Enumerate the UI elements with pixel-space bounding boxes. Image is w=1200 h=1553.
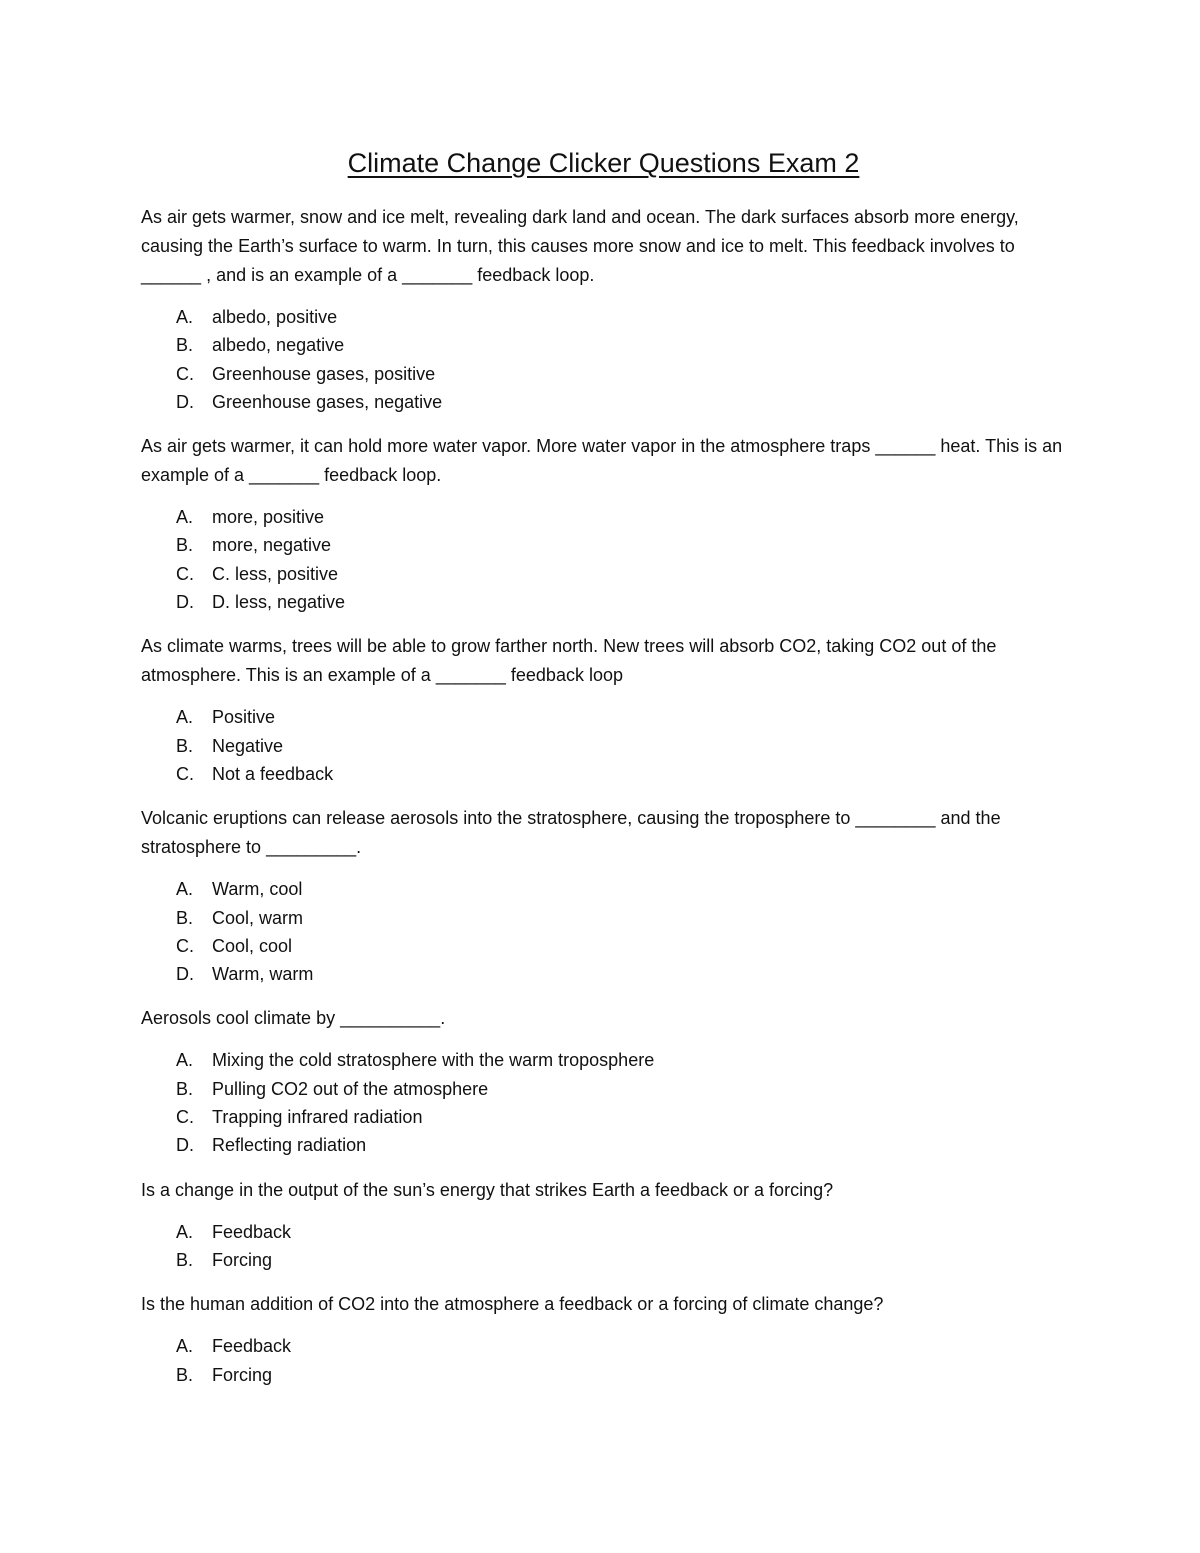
answer-option	[141, 732, 1066, 760]
document-page	[141, 145, 1066, 1405]
answer-option	[141, 760, 1066, 788]
answer-options	[141, 875, 1066, 988]
option-text: D. less, negative	[212, 592, 346, 613]
answer-option	[141, 1103, 1066, 1131]
option-letter: B.	[176, 1364, 194, 1385]
answer-option	[141, 1361, 1066, 1389]
answer-option	[141, 303, 1066, 331]
answer-option	[141, 1131, 1066, 1159]
option-letter: A.	[176, 507, 194, 528]
question-text: Is a change in the output of the sun’s energy that strikes Earth a feedback or a forcing?	[141, 1179, 834, 1200]
option-letter: A.	[176, 1221, 194, 1242]
option-text: Positive	[212, 707, 276, 728]
question-text: As air gets warmer, it can hold more water vapor. More water vapor in the atmosphere traps ______ heat. This is an example of a _______ feedback loop.	[141, 436, 1063, 486]
question-list	[141, 203, 1066, 1389]
document-title: Climate Change Clicker Questions Exam 2	[347, 148, 860, 178]
answer-options	[141, 1332, 1066, 1389]
answer-option	[141, 875, 1066, 903]
question-block	[141, 632, 1066, 788]
question-block	[141, 1290, 1066, 1389]
option-text: Forcing	[212, 1364, 273, 1385]
option-text: Cool, warm	[212, 907, 304, 928]
option-letter: D.	[176, 592, 194, 613]
option-letter: C.	[176, 763, 194, 784]
question-block	[141, 1176, 1066, 1275]
option-text: Forcing	[212, 1249, 273, 1270]
option-text: Pulling CO2 out of the atmosphere	[212, 1078, 489, 1099]
answer-option	[141, 960, 1066, 988]
answer-option	[141, 388, 1066, 416]
option-text: Feedback	[212, 1221, 292, 1242]
option-text: Feedback	[212, 1336, 292, 1357]
question-text: As air gets warmer, snow and ice melt, revealing dark land and ocean. The dark surfaces absorb more energy, causing the Earth’s surface to warm. In turn, this causes more snow and ice to melt. This feedback involves to ______ , and is an example of a _______ feedback loop.	[141, 207, 1019, 285]
option-letter: C.	[176, 363, 194, 384]
answer-options	[141, 1046, 1066, 1159]
answer-option	[141, 531, 1066, 559]
option-letter: C.	[176, 935, 194, 956]
option-text: Cool, cool	[212, 935, 293, 956]
option-text: Not a feedback	[212, 763, 334, 784]
answer-option	[141, 331, 1066, 359]
question-block	[141, 1004, 1066, 1159]
answer-option	[141, 503, 1066, 531]
option-text: more, positive	[212, 507, 325, 528]
option-letter: B.	[176, 1078, 194, 1099]
option-letter: A.	[176, 1336, 194, 1357]
option-text: Warm, cool	[212, 879, 303, 900]
option-letter: B.	[176, 1249, 194, 1270]
question-text: Volcanic eruptions can release aerosols into the stratosphere, causing the troposphere to ________ and the stratosphere to _________.	[141, 808, 1001, 858]
answer-option	[141, 560, 1066, 588]
answer-option	[141, 588, 1066, 616]
answer-option	[141, 1218, 1066, 1246]
option-text: more, negative	[212, 535, 332, 556]
question-block	[141, 203, 1066, 416]
option-letter: B.	[176, 335, 194, 356]
answer-option	[141, 1332, 1066, 1360]
option-text: C. less, positive	[212, 563, 339, 584]
option-letter: D.	[176, 1135, 194, 1156]
answer-options	[141, 1218, 1066, 1275]
question-text: Aerosols cool climate by __________.	[141, 1008, 446, 1029]
option-text: Mixing the cold stratosphere with the warm troposphere	[212, 1050, 655, 1071]
option-letter: A.	[176, 879, 194, 900]
answer-option	[141, 703, 1066, 731]
option-letter: C.	[176, 563, 194, 584]
option-letter: A.	[176, 1050, 194, 1071]
question-text: Is the human addition of CO2 into the atmosphere a feedback or a forcing of climate change?	[141, 1294, 884, 1315]
question-text: As climate warms, trees will be able to grow farther north. New trees will absorb CO2, taking CO2 out of the atmosphere. This is an example of a _______ feedback loop	[141, 636, 997, 686]
option-text: Reflecting radiation	[212, 1135, 367, 1156]
answer-options	[141, 303, 1066, 416]
answer-option	[141, 904, 1066, 932]
option-letter: C.	[176, 1107, 194, 1128]
option-text: Trapping infrared radiation	[212, 1107, 423, 1128]
answer-options	[141, 503, 1066, 616]
option-letter: B.	[176, 535, 194, 556]
option-text: albedo, positive	[212, 307, 338, 327]
option-letter: A.	[176, 307, 194, 327]
option-text: Warm, warm	[212, 964, 314, 985]
option-letter: D.	[176, 391, 194, 412]
answer-option	[141, 1075, 1066, 1103]
option-letter: D.	[176, 964, 194, 985]
option-letter: B.	[176, 907, 194, 928]
question-block	[141, 804, 1066, 988]
question-block	[141, 432, 1066, 616]
option-letter: B.	[176, 735, 194, 756]
option-text: albedo, negative	[212, 335, 345, 356]
option-text: Greenhouse gases, positive	[212, 363, 436, 384]
option-letter: A.	[176, 707, 194, 728]
answer-options	[141, 703, 1066, 788]
option-text: Negative	[212, 735, 284, 756]
answer-option	[141, 360, 1066, 388]
answer-option	[141, 1246, 1066, 1274]
answer-option	[141, 1046, 1066, 1074]
answer-option	[141, 932, 1066, 960]
option-text: Greenhouse gases, negative	[212, 391, 443, 412]
